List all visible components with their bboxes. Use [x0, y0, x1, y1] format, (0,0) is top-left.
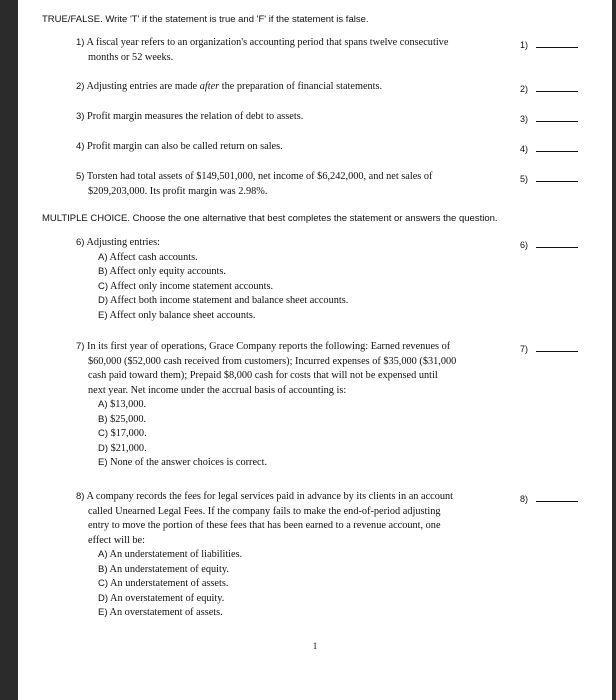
- option-e[interactable]: E) None of the answer choices is correct.: [98, 457, 268, 468]
- tf-question-2: 2) Adjusting entries are made after the preparation of financial statements.: [76, 81, 383, 92]
- answer-blank-6[interactable]: 6): [520, 238, 592, 250]
- answer-blank-8[interactable]: 8): [520, 492, 592, 504]
- exam-page: [18, 0, 612, 700]
- page-number: 1: [312, 641, 318, 651]
- option-a[interactable]: A) An understatement of liabilities.: [98, 549, 243, 560]
- option-d[interactable]: D) An overstatement of equity.: [98, 592, 225, 604]
- option-c[interactable]: C) Affect only income statement accounts.: [98, 280, 274, 292]
- option-c[interactable]: C) An understatement of assets.: [98, 578, 229, 589]
- option-d[interactable]: D) Affect both income statement and balance sheet accounts.: [98, 295, 349, 306]
- option-c[interactable]: C) $17,000.: [98, 428, 147, 439]
- option-a[interactable]: A) $13,000.: [98, 399, 147, 410]
- tf-question-4: 4) Profit margin can also be called return on sales.: [76, 141, 283, 152]
- tf-question-3: 3) Profit margin measures the relation of debt to assets.: [76, 111, 304, 122]
- tf-section-heading: TRUE/FALSE. Write 'T' if the statement is true and 'F' if the statement is false.: [42, 14, 369, 25]
- answer-blank-2[interactable]: 2): [520, 82, 592, 94]
- option-b[interactable]: B) Affect only equity accounts.: [98, 266, 226, 277]
- mc-question-7: 7) In its first year of operations, Grace Company reports the following: Earned revenues of $60,000 ($52,000 cash received from customers); Incurred expenses of $35,000 ($31,000 cash paid toward them); Prepaid $8,000 cash for costs that will not be expensed until next year. Net income under the accrual basis of accounting is: A) $13,000. B) $25,000. C) $17,000. D) $21,000. E) None of the answer choices is correct.: [76, 340, 511, 471]
- answer-blank-7[interactable]: 7): [520, 342, 592, 354]
- mc-question-6: 6) Adjusting entries: A) Affect cash accounts. B) Affect only equity accounts. C) Affect only income statement accounts. D) Affect both income statement and balance sheet accounts. E) Affect only balance sheet accounts.: [76, 236, 511, 323]
- tf-question-1: 1) A fiscal year refers to an organization's accounting period that spans twelve consecutive months or 52 weeks.: [76, 37, 449, 63]
- option-b[interactable]: B) $25,000.: [98, 413, 147, 425]
- answer-blank-3[interactable]: 3): [520, 112, 592, 124]
- option-a[interactable]: A) Affect cash accounts.: [98, 251, 198, 263]
- mc-question-8: 8) A company records the fees for legal services paid in advance by its clients in an account called Unearned Legal Fees. If the company fails to make the end-of-period adjusting entry to move the portion of these fees that has been earned to a revenue account, one effect will be: A) An understatement of liabilities. B) An understatement of equity. C) An understatement of assets. D) An overstatement of equity. E) An overstatement of assets.: [76, 490, 511, 621]
- option-b[interactable]: B) An understatement of equity.: [98, 563, 229, 575]
- answer-blank-4[interactable]: 4): [520, 142, 592, 154]
- tf-question-5: 5) Torsten had total assets of $149,501,000, net income of $6,242,000, and net sales of $209,203,000. Its profit margin was 2.98%.: [76, 171, 433, 197]
- option-e[interactable]: E) An overstatement of assets.: [98, 607, 223, 618]
- option-e[interactable]: E) Affect only balance sheet accounts.: [98, 309, 256, 321]
- mc-section-heading: MULTIPLE CHOICE. Choose the one alternative that best completes the statement or answers the question.: [42, 213, 498, 224]
- option-d[interactable]: D) $21,000.: [98, 442, 147, 454]
- answer-blank-1[interactable]: 1): [520, 38, 592, 50]
- answer-blank-5[interactable]: 5): [520, 172, 592, 184]
